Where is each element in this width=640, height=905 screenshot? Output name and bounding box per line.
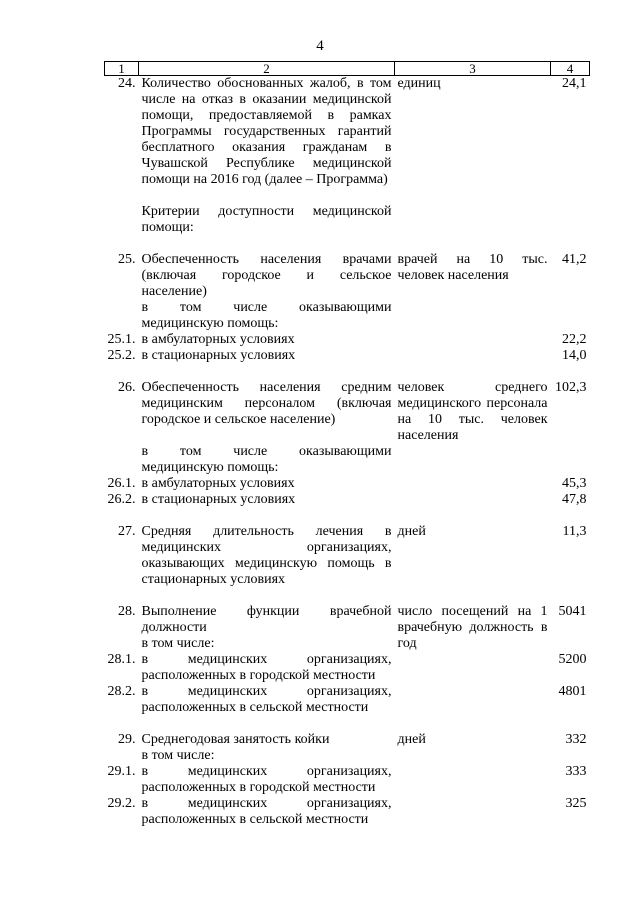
row-number: 26.2. [107,492,136,507]
row-unit: дней [397,524,426,539]
row-value: 102,3 [555,380,587,395]
row-number: 26.1. [107,476,136,491]
row-number: 28. [118,604,136,619]
subheader-row [105,748,590,764]
row-indicator: Обеспеченность населения врачами (включая городское и сельское население) [141,252,392,299]
table-row [105,492,590,508]
subheader-row [105,300,590,332]
table-header-row [105,62,590,76]
table-row [105,380,590,444]
row-indicator: в стационарных условиях [141,492,296,507]
header-col-4: 4 [551,62,590,76]
row-subheader: в том числе: [141,636,215,651]
header-col-1: 1 [105,62,139,76]
row-indicator: в медицинских организациях, расположенных в сельской местности [141,796,392,827]
row-value: 5041 [558,604,587,619]
section-title: Критерии доступности медицинской помощи: [141,204,392,235]
section-row [105,204,590,236]
row-number: 25. [118,252,136,267]
row-unit [395,764,551,796]
row-value: 332 [565,732,587,747]
table-row [105,732,590,748]
table-row [105,476,590,492]
row-indicator: Средняя длительность лечения в медицинских организациях, оказывающих медицинскую помощь в стационарных условиях [141,524,392,587]
row-subheader: в том числе оказывающими медицинскую помощь: [141,300,392,331]
row-number: 27. [118,524,136,539]
row-value: 47,8 [562,492,587,507]
table-row [105,76,590,189]
row-number: 25.1. [107,332,136,347]
row-unit [395,476,551,492]
row-number: 25.2. [107,348,136,363]
row-indicator: Обеспеченность населения средним медицинским персоналом (включая городское и сельское население) [141,380,392,427]
row-value: 41,2 [562,252,587,267]
table-row [105,332,590,348]
row-value: 45,3 [562,476,587,491]
row-unit: дней [397,732,426,747]
table-row [105,524,590,588]
subheader-row [105,444,590,476]
table-row [105,604,590,636]
row-indicator: Среднегодовая занятость койки [141,732,330,747]
row-unit [395,796,551,828]
row-unit [395,684,551,716]
row-number: 28.2. [107,684,136,699]
row-value: 22,2 [562,332,587,347]
row-unit [395,652,551,684]
row-indicator: в амбулаторных условиях [141,332,295,347]
table-row [105,684,590,716]
row-subheader: в том числе оказывающими медицинскую помощь: [141,444,392,475]
row-indicator: в медицинских организациях, расположенных в городской местности [141,652,392,683]
row-unit [395,332,551,348]
row-subheader: в том числе: [141,748,215,763]
row-value: 325 [565,796,587,811]
row-unit: единиц [397,76,441,91]
row-number: 26. [118,380,136,395]
row-value: 333 [565,764,587,779]
header-col-2: 2 [139,62,395,76]
row-unit: врачей на 10 тыс. человек населения [397,252,548,283]
page-number: 4 [316,38,324,54]
row-number: 28.1. [107,652,136,667]
indicators-table [104,61,590,828]
row-indicator: в стационарных условиях [141,348,296,363]
row-number: 29.1. [107,764,136,779]
row-indicator: в медицинских организациях, расположенных в городской местности [141,764,392,795]
row-value: 24,1 [562,76,587,91]
row-unit [395,348,551,364]
row-value: 11,3 [562,524,587,539]
row-unit: человек среднего медицинского персонала на 10 тыс. человек населения [397,380,548,443]
table-row [105,252,590,300]
row-indicator: в амбулаторных условиях [141,476,295,491]
row-number: 29.2. [107,796,136,811]
header-col-3: 3 [395,62,551,76]
row-unit [395,492,551,508]
row-value: 4801 [558,684,587,699]
table-row [105,796,590,828]
row-indicator: Выполнение функции врачебной должности [141,604,392,635]
row-value: 5200 [558,652,587,667]
row-number: 29. [118,732,136,747]
table-row [105,348,590,364]
table-row [105,764,590,796]
row-unit: число посещений на 1 врачебную должность в год [397,604,548,651]
row-indicator: в медицинских организациях, расположенных в сельской местности [141,684,392,715]
row-number: 24. [118,76,136,91]
row-indicator: Количество обоснованных жалоб, в том числе на отказ в оказании медицинской помощи, предоставляемой в рамках Программы государственных гарантий бесплатного оказания гражданам в Чувашской Республике медицинской помощи на 2016 год (далее – Программа) [141,76,392,187]
table-row [105,652,590,684]
row-value: 14,0 [562,348,587,363]
